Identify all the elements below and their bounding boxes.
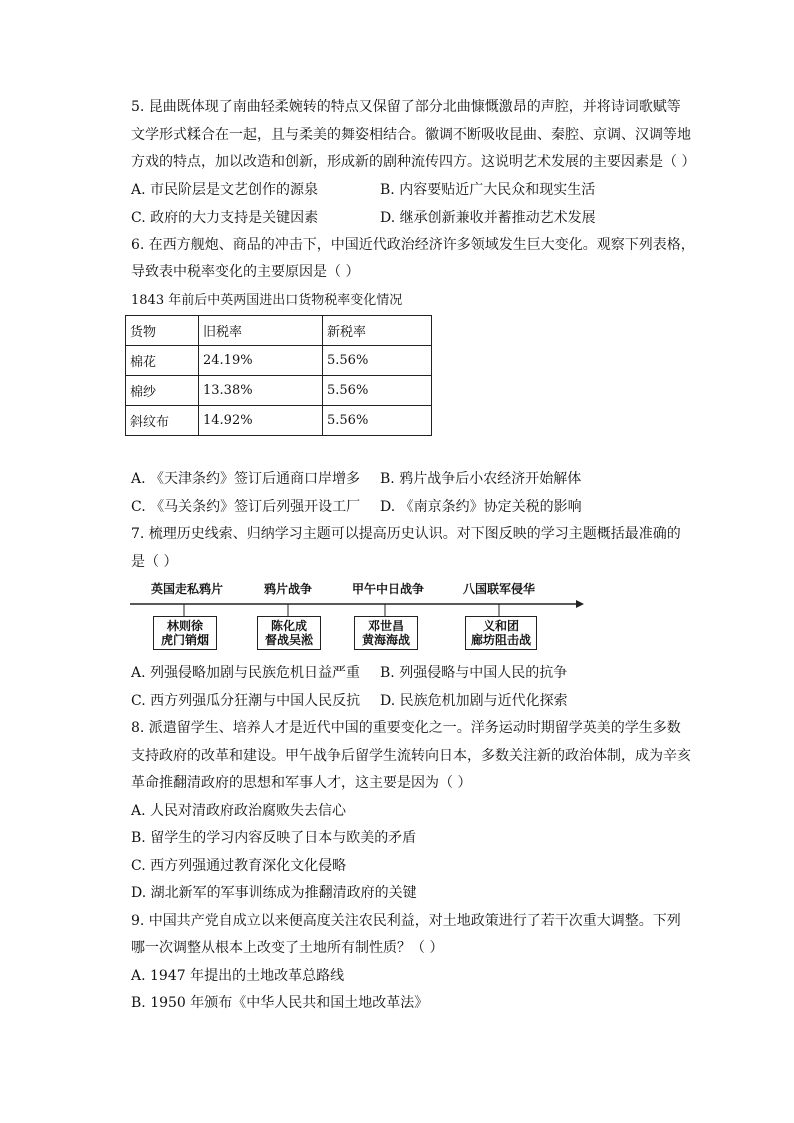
question-9-line-1: 9. 中国共产党自成立以来便高度关注农民利益，对土地政策进行了若干次重大调整。下列 <box>131 913 681 929</box>
table-cell: 斜纹布 <box>126 406 199 436</box>
option-c[interactable]: C. 西方列强瓜分狂潮与中国人民反抗 <box>131 693 361 709</box>
question-6-line-1: 6. 在西方舰炮、商品的冲击下，中国近代政治经济许多领域发生巨大变化。观察下列表格， <box>131 237 695 253</box>
timeline-box <box>465 616 537 650</box>
table-header-row <box>126 316 432 346</box>
option-d[interactable]: D. 民族危机加剧与近代化探索 <box>380 693 568 709</box>
timeline-box-line: 林则徐 <box>166 619 203 633</box>
question-5-line-3: 方戏的特点，加以改造和创新，形成新的剧种流传四方。这说明艺术发展的主要因素是（ ） <box>131 154 696 170</box>
option-a[interactable]: A. 1947 年提出的土地改革总路线 <box>131 968 345 984</box>
question-7-options-row-2 <box>131 690 568 710</box>
question-8-line-3: 革命推翻清政府的思想和军事人才，这主要是因为（ ） <box>131 775 472 791</box>
timeline-event-label: 甲午中日战争 <box>352 582 425 596</box>
table-cell: 5.56% <box>323 376 432 406</box>
table-header-cell: 旧税率 <box>199 316 323 346</box>
question-5-line-2: 文学形式糅合在一起，且与柔美的舞姿相结合。徽调不断吸收昆曲、秦腔、京调、汉调等地 <box>131 127 691 143</box>
option-b[interactable]: B. 留学生的学习内容反映了日本与欧美的矛盾 <box>131 830 417 846</box>
table-cell: 棉纱 <box>126 376 199 406</box>
option-a[interactable]: A. 市民阶层是文艺创作的源泉 <box>131 182 319 198</box>
option-a[interactable]: A. 《天津条约》签订后通商口岸增多 <box>131 471 361 487</box>
table-header-cell: 新税率 <box>323 316 432 346</box>
timeline-box-line: 廊坊阻击战 <box>470 633 531 647</box>
timeline-event-label: 八国联军侵华 <box>463 582 536 596</box>
question-8-line-2: 支持政府的改革和建设。甲午战争后留学生流转向日本，多数关注新的政治体制，成为辛亥 <box>131 748 691 764</box>
option-b[interactable]: B. 1950 年颁布《中华人民共和国土地改革法》 <box>131 995 429 1011</box>
question-6-options-row-2 <box>131 496 582 516</box>
timeline-box <box>354 616 418 650</box>
timeline-box <box>153 616 217 650</box>
timeline-event-label: 英国走私鸦片 <box>151 582 224 596</box>
timeline-box <box>257 616 321 650</box>
question-6-line-2: 导致表中税率变化的主要原因是（ ） <box>131 264 360 280</box>
table-cell: 5.56% <box>323 406 432 436</box>
table-cell: 24.19% <box>199 346 323 376</box>
table-cell: 14.92% <box>199 406 323 436</box>
question-7-line-2: 是（ ） <box>131 554 178 570</box>
option-b[interactable]: B. 内容要贴近广大民众和现实生活 <box>380 182 596 198</box>
table-row <box>126 346 432 376</box>
tax-rate-table <box>125 315 432 436</box>
option-c[interactable]: C. 《马关条约》签订后列强开设工厂 <box>131 499 361 515</box>
timeline-box-line: 黄海海战 <box>361 633 410 647</box>
timeline-box-line: 义和团 <box>482 619 519 633</box>
question-5-line-1: 5. 昆曲既体现了南曲轻柔婉转的特点又保留了部分北曲慷慨激昂的声腔，并将诗词歌赋等 <box>131 99 681 115</box>
option-c[interactable]: C. 政府的大力支持是关键因素 <box>131 210 319 226</box>
timeline-box-line: 邓世昌 <box>367 619 404 633</box>
question-5-options-row-1 <box>131 179 596 199</box>
timeline-box-line: 虎门销烟 <box>160 633 209 647</box>
question-6-options-row-1 <box>131 468 582 488</box>
table-cell: 棉花 <box>126 346 199 376</box>
question-9-line-2: 哪一次调整从根本上改变了土地所有制性质？（ ） <box>131 940 444 956</box>
option-a[interactable]: A. 人民对清政府政治腐败失去信心 <box>131 803 347 819</box>
timeline-box-line: 陈化成 <box>270 619 307 633</box>
table-title: 1843 年前后中英两国进出口货物税率变化情况 <box>131 293 403 308</box>
option-b[interactable]: B. 鸦片战争后小农经济开始解体 <box>380 471 582 487</box>
option-b[interactable]: B. 列强侵略与中国人民的抗争 <box>380 665 568 681</box>
option-c[interactable]: C. 西方列强通过教育深化文化侵略 <box>131 858 347 874</box>
option-d[interactable]: D. 继承创新兼收并蓄推动艺术发展 <box>380 210 596 226</box>
table-row <box>126 376 432 406</box>
option-d[interactable]: D. 《南京条约》协定关税的影响 <box>380 499 582 515</box>
question-7-options-row-1 <box>131 662 568 682</box>
option-d[interactable]: D. 湖北新军的军事训练成为推翻清政府的关键 <box>131 885 417 901</box>
timeline-event-label: 鸦片战争 <box>264 582 313 596</box>
table-header-cell: 货物 <box>126 316 199 346</box>
question-8-line-1: 8. 派遣留学生、培养人才是近代中国的重要变化之一。洋务运动时期留学英美的学生多数 <box>131 720 681 736</box>
question-7-line-1: 7. 梳理历史线索、归纳学习主题可以提高历史认识。对下图反映的学习主题概括最准确的 <box>131 526 681 542</box>
table-cell: 5.56% <box>323 346 432 376</box>
question-5-options-row-2 <box>131 207 596 227</box>
table-row <box>126 406 432 436</box>
table-cell: 13.38% <box>199 376 323 406</box>
timeline-box-line: 督战吴淞 <box>264 633 313 647</box>
option-a[interactable]: A. 列强侵略加剧与民族危机日益严重 <box>131 665 361 681</box>
